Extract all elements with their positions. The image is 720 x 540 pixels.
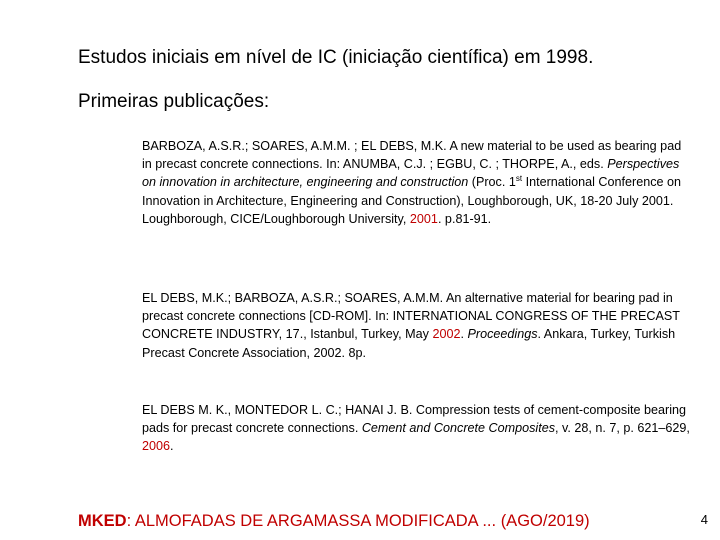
intro-text: Estudos iniciais em nível de IC (iniciação científica) em 1998. bbox=[78, 47, 594, 68]
section-heading: Primeiras publicações: bbox=[78, 91, 270, 112]
reference-2-publisher: . Ankara, Turkey, Turkish Precast Concrete Association, 2002. 8p. bbox=[142, 327, 676, 360]
slide-footer bbox=[78, 511, 590, 531]
reference-3-volume: , v. 28, n. 7, p. 621–629, bbox=[555, 421, 690, 436]
reference-2-proceedings: Proceedings bbox=[467, 327, 538, 342]
reference-1-proc: (Proc. 1 bbox=[468, 175, 516, 190]
reference-1 bbox=[142, 137, 690, 228]
reference-3-year: 2006 bbox=[142, 439, 171, 454]
footer-text: : ALMOFADAS DE ARGAMASSA MODIFICADA ... (AGO/2019) bbox=[126, 512, 590, 530]
reference-2-separator: . bbox=[460, 327, 468, 342]
reference-2 bbox=[142, 289, 690, 362]
reference-1-book-title: Perspectives on innovation in architecture, engineering and construction bbox=[142, 157, 680, 190]
reference-3-journal: Cement and Concrete Composites bbox=[361, 421, 556, 436]
reference-1-pages: . p.81-91. bbox=[437, 211, 492, 226]
footer-label: MKED bbox=[78, 512, 127, 530]
reference-2-year: 2002 bbox=[432, 327, 461, 342]
reference-1-year: 2001 bbox=[409, 211, 438, 226]
reference-1-ordinal: st bbox=[515, 174, 523, 184]
reference-1-authors-title: BARBOZA, A.S.R.; SOARES, A.M.M. ; EL DEBS, M.K. A new material to be used as bearing pad in precast concrete connections. In: ANUMBA, C.J. ; EGBU, C. ; THORPE, A., eds. bbox=[142, 139, 682, 172]
page-number: 4 bbox=[700, 512, 708, 527]
reference-3-end: . bbox=[170, 439, 174, 454]
reference-3 bbox=[142, 401, 690, 456]
reference-1-conference: International Conference on Innovation in Architecture, Engineering and Construction), Loughborough, UK, 18-20 July 2001. Loughborough, CICE/Loughborough University, bbox=[142, 175, 682, 226]
reference-3-authors-title: EL DEBS M. K., MONTEDOR L. C.; HANAI J. B. Compression tests of cement-composite bearing pads for precast concrete connections. bbox=[142, 403, 687, 436]
reference-2-authors-title: EL DEBS, M.K.; BARBOZA, A.S.R.; SOARES, A.M.M. An alternative material for bearing pad in precast concrete connections [CD-ROM]. In: INTERNATIONAL CONGRESS OF THE PRECAST CONCRETE INDUSTRY, 17., Istanbul, Turkey, May bbox=[142, 291, 680, 342]
